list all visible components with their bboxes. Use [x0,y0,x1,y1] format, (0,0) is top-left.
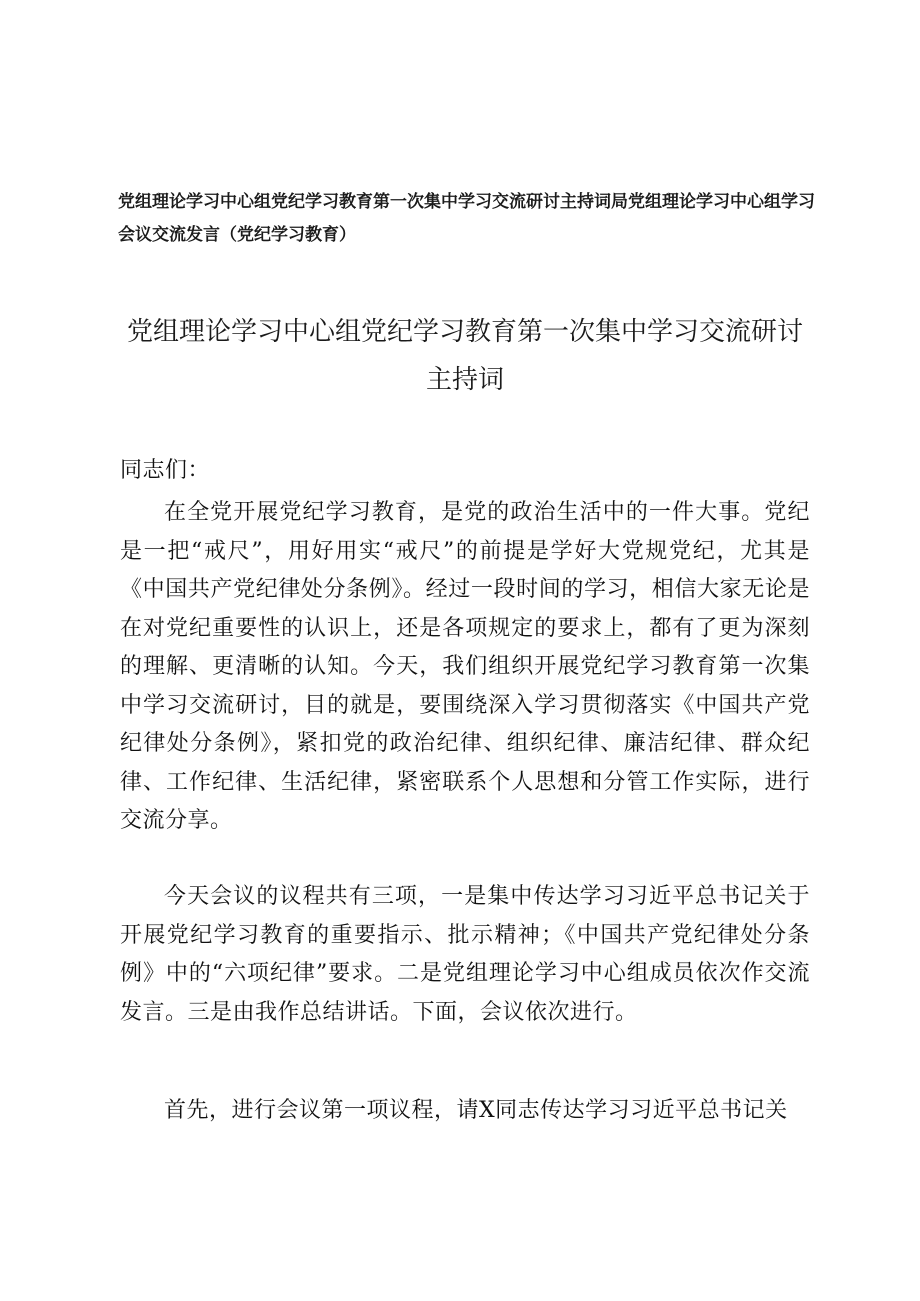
body-paragraph-2: 今天会议的议程共有三项，一是集中传达学习习近平总书记关于开展党纪学习教育的重要指示、批示精神；《中国共产党纪律处分条例》中的“六项纪律”要求。二是党组理论学习中心组成员依次作交流发言。三是由我作总结讲话。下面，会议依次进行。 [120,884,810,1025]
main-heading: 党组理论学习中心组党纪学习教育第一次集中学习交流研讨主持词 [126,317,803,395]
body-paragraph-3: 首先，进行会议第一项议程，请X同志传达学习习近平总书记关 [164,1098,788,1123]
body-paragraph-1: 在全党开展党纪学习教育，是党的政治生活中的一件大事。党纪是一把“戒尺”，用好用实“戒尺”的前提是学好大党规党纪，尤其是《中国共产党纪律处分条例》。经过一段时间的学习，相信大家无论是在对党纪重要性的认识上，还是各项规定的要求上，都有了更为深刻的理解、更清晰的认知。今天，我们组织开展党纪学习教育第一次集中学习交流研讨，目的就是，要围绕深入学习贯彻落实《中国共产党纪律处分条例》，紧扣党的政治纪律、组织纪律、廉洁纪律、群众纪律、工作纪律、生活纪律，紧密联系个人思想和分管工作实际，进行交流分享。 [120,500,810,833]
salutation: 同志们： [120,458,211,483]
document-file-title: 党组理论学习中心组党纪学习教育第一次集中学习交流研讨主持词局党组理论学习中心组学习会议交流发言（党纪学习教育） [118,192,815,245]
